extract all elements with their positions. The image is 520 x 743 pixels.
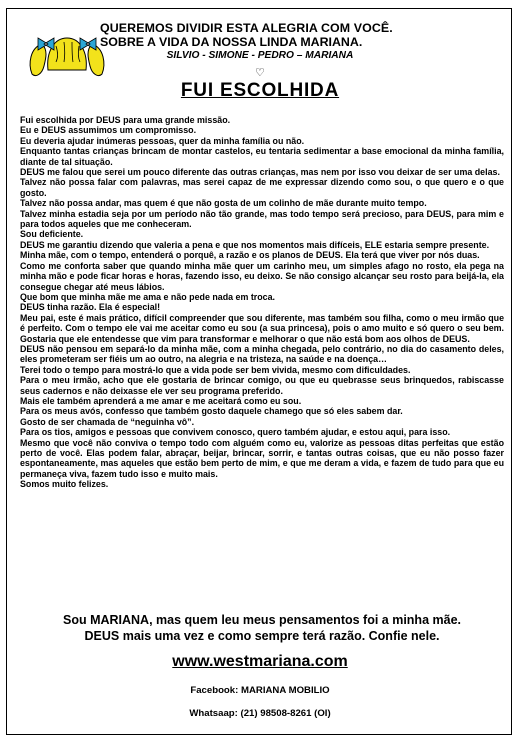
- header: [100, 21, 430, 62]
- closing-line-1: Sou MARIANA, mas quem leu meus pensamentos foi a minha mãe.: [62, 613, 461, 627]
- paragraph: Somos muito felizes.: [20, 479, 109, 490]
- paragraph: Talvez não possa falar com palavras, mas serei capaz de me expressar dizendo como sou, o que quero e o que gosto.: [20, 177, 504, 198]
- paragraph: Mais ele também aprenderá a me amar e me aceitará como eu sou.: [20, 395, 302, 406]
- website-link[interactable]: www.westmariana.com: [172, 653, 348, 670]
- paragraph: Talvez minha estadia seja por um período não tão grande, mas todo tempo será precioso, para DEUS, para mim e para todos aqueles que me conheceram.: [20, 208, 504, 230]
- paragraph: Que bom que minha mãe me ama e não pede nada em troca.: [20, 291, 275, 302]
- family-names: SILVIO - SIMONE - PEDRO – MARIANA: [166, 50, 354, 61]
- paragraph: Mesmo que você não conviva o tempo todo com alguém como eu, valorize as pessoas ditas perfeitas que estão perto de você. Elas podem falar, abraçar, beijar, brincar, sorrir, e tantas outras coisas, que eu não posso fazer espontaneamente, mas aqueles que estão bem perto de mim, e que me deram a vida, e fazem de tudo para que eu permaneça viva, fazem tudo isso e muito mais.: [20, 437, 504, 479]
- paragraph: Para o meu irmão, acho que ele gostaria de brincar comigo, ou que eu quebrasse seus brinquedos, rabiscasse seus cadernos e não deixasse ele ver seu programa preferido.: [20, 375, 504, 396]
- paragraph: DEUS me garantiu dizendo que valeria a pena e que nos momentos mais difíceis, ELE estaria sempre presente.: [20, 239, 490, 250]
- whatsapp-contact: Whatsaap: (21) 98508-8261 (OI): [189, 708, 331, 719]
- paragraph: Minha mãe, com o tempo, entenderá o porquê, a razão e os planos de DEUS. Ela terá que viver por nós duas.: [20, 250, 480, 261]
- header-line-2: SOBRE A VIDA DA NOSSA LINDA MARIANA.: [100, 35, 363, 49]
- body-text: [20, 115, 504, 490]
- paragraph: Eu deveria ajudar inúmeras pessoas, quer da minha família ou não.: [20, 135, 305, 146]
- closing-line-2: DEUS mais uma vez e como sempre terá razão. Confie nele.: [84, 629, 440, 643]
- paragraph: Para os meus avós, confesso que também gosto daquele chamego que só eles sabem dar.: [20, 406, 403, 417]
- paragraph: Gosto de ser chamada de “neguinha vô”.: [20, 416, 195, 427]
- paragraph: Enquanto tantas crianças brincam de montar castelos, eu tentaria sedimentar a base emocional da minha família, diante de tal situação.: [20, 146, 504, 167]
- paragraph: DEUS me falou que serei um pouco diferente das outras crianças, mas nem por isso vou deixar de ser uma delas.: [20, 167, 500, 178]
- closing-message: [20, 612, 504, 644]
- paragraph: DEUS tinha razão. Ela é especial!: [20, 302, 161, 313]
- paragraph: DEUS não pensou em separá-lo da minha mãe, com a minha chegada, pelo contrário, no dia do casamento deles, eles prometeram ser fiéis um ao outro, na alegria e na tristeza, na saúde e na doença…: [20, 343, 504, 365]
- paragraph: Para os tios, amigos e pessoas que convivem conosco, quero também ajudar, e estou aqui, para isso.: [20, 427, 451, 438]
- paragraph: Fui escolhida por DEUS para uma grande missão.: [20, 115, 231, 125]
- paragraph: Talvez não possa andar, mas quem é que não gosta de um colinho de mãe durante muito tempo.: [20, 198, 427, 209]
- title-text: FUI ESCOLHIDA: [180, 80, 340, 101]
- paragraph: Sou deficiente.: [20, 229, 84, 240]
- paragraph: Como me conforta saber que quando minha mãe quer um carinho meu, um simples afago no rosto, ela pega na minha mão e pode ficar horas e horas, fazendo isso, eu deixo. Se não consigo alcançar seu rosto para beijá-la, ela consegue chegar até meus lábios.: [20, 260, 504, 292]
- heart-icon: ♡: [255, 67, 265, 79]
- facebook-contact: Facebook: MARIANA MOBILIO: [190, 685, 330, 696]
- paragraph: Eu e DEUS assumimos um compromisso.: [20, 125, 197, 136]
- paragraph: Meu pai, este é mais prático, difícil compreender que sou diferente, mas também sou filha, como o meu irmão que é perfeito. Com o tempo ele vai me aceitar como eu sou (a sua princesa), pois o amo muito e só quero o seu bem. Gostaria que ele entendesse que vim para transformar e melhorar o que não está bom aos olhos de DEUS.: [20, 312, 504, 344]
- paragraph: Terei todo o tempo para mostrá-lo que a vida pode ser bem vivida, mesmo com dificuldades.: [20, 364, 411, 375]
- header-line-1: QUEREMOS DIVIDIR ESTA ALEGRIA COM VOCÊ.: [100, 21, 393, 35]
- page-title: [0, 80, 520, 102]
